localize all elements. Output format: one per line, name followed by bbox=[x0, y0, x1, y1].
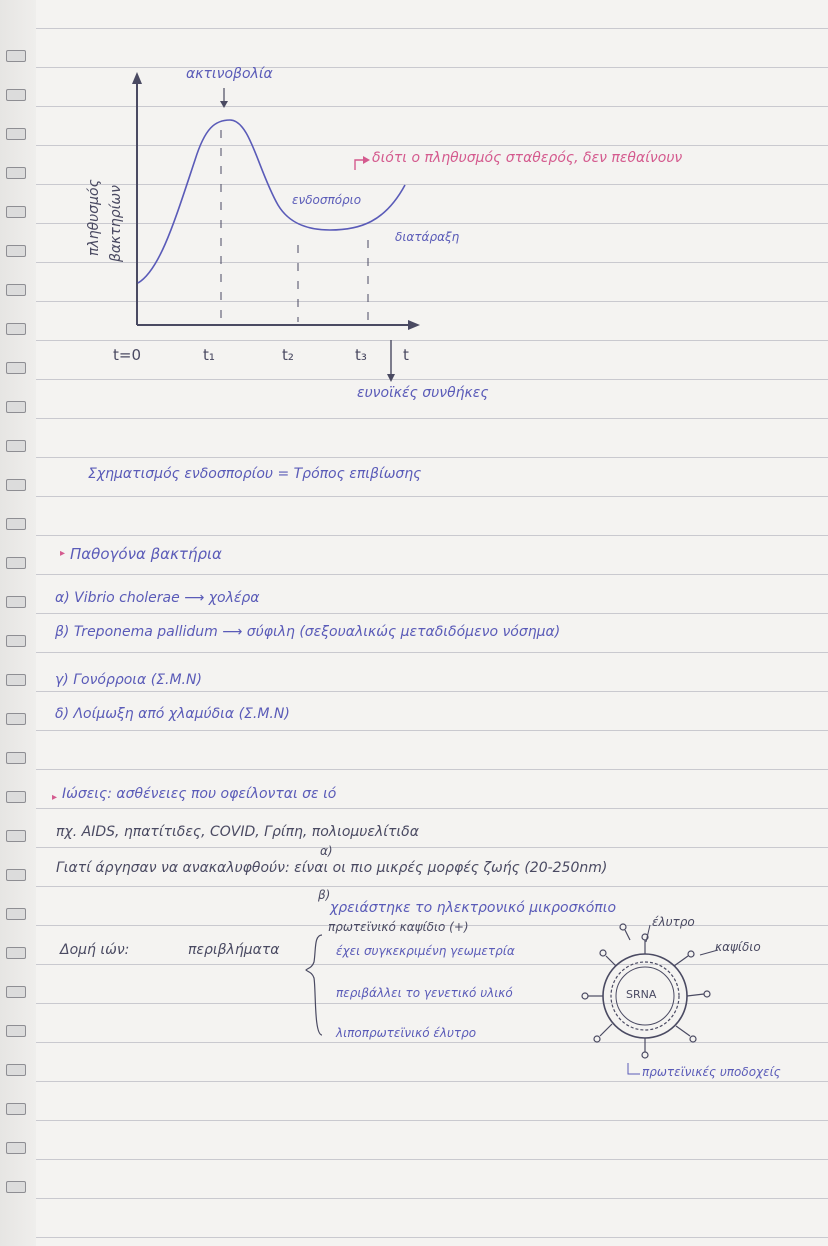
envelopes-label: περιβλήματα bbox=[188, 942, 280, 958]
structure-brace bbox=[306, 935, 322, 1035]
tick-t2: t₂ bbox=[282, 346, 294, 364]
pathogen-item-b: β) Treponema pallidum ⟶ σύφιλη (σεξουαλικώς μεταδιδόμενο νόσημα) bbox=[55, 624, 561, 640]
peak-label: ακτινοβολία bbox=[186, 66, 273, 82]
tick-t0: t=0 bbox=[113, 346, 141, 364]
structure-title: Δομή ιών: bbox=[60, 942, 130, 958]
note-arrowhead bbox=[363, 156, 370, 164]
conditions-label: ευνοϊκές συνθήκες bbox=[357, 385, 489, 401]
diagram-center-label: SRNA bbox=[626, 988, 657, 1001]
viruses-bullet: ▸ bbox=[52, 792, 58, 803]
tick-t3: t₃ bbox=[355, 346, 367, 364]
lipoprotein-item: λιποπρωτεϊνικό έλυτρο bbox=[336, 1026, 477, 1040]
t-split-arrowhead bbox=[387, 374, 395, 382]
microscope-text: χρειάστηκε το ηλεκτρονικό μικροσκόπιο bbox=[330, 900, 617, 916]
endospore-heading: Σχηματισμός ενδοσπορίου = Τρόπος επιβίωσης bbox=[88, 466, 422, 482]
arrow-note: διότι ο πληθυσμός σταθερός, δεν πεθαίνουν bbox=[372, 150, 683, 166]
y-label-line2: βακτηρίων bbox=[108, 185, 124, 262]
pathogen-item-a: α) Vibrio cholerae ⟶ χολέρα bbox=[55, 590, 260, 606]
y-axis-arrowhead bbox=[132, 72, 142, 84]
y-label-line1: πληθυσμός bbox=[86, 179, 102, 256]
pathogen-item-d: δ) Λοίμωξη από χλαμύδια (Σ.Μ.Ν) bbox=[55, 706, 290, 722]
pathogen-item-c: γ) Γονόρροια (Σ.Μ.Ν) bbox=[55, 672, 202, 688]
diagram-envelope-label: έλυτρο bbox=[652, 915, 695, 929]
mark-a: α) bbox=[320, 844, 333, 858]
pathogens-bullet: ▸ bbox=[60, 548, 66, 559]
x-axis-arrowhead bbox=[408, 320, 420, 330]
peak-arrowhead bbox=[220, 101, 228, 108]
diagram-capsid-label: καψίδιο bbox=[715, 940, 761, 954]
pathogens-title: Παθογόνα βακτήρια bbox=[70, 545, 222, 563]
capsid-item: πρωτεϊνικό καψίδιο (+) bbox=[328, 920, 469, 934]
surrounds-item: περιβάλλει το γενετικό υλικό bbox=[336, 986, 513, 1000]
endospore-label: ενδοσπόριο bbox=[292, 193, 362, 207]
tick-t1: t₁ bbox=[203, 346, 215, 364]
population-curve bbox=[138, 120, 405, 283]
disruption-label: διατάραξη bbox=[395, 230, 460, 244]
diagram-receptors-label: πρωτεϊνικές υποδοχείς bbox=[642, 1065, 781, 1079]
viruses-title: Ιώσεις: ασθένειες που οφείλονται σε ιό bbox=[62, 786, 337, 802]
viruses-examples: πχ. AIDS, ηπατίτιδες, COVID, Γρίπη, πολιομυελίτιδα bbox=[56, 824, 419, 840]
x-axis-label: t bbox=[403, 346, 409, 364]
geometry-item: έχει συγκεκριμένη γεωμετρία bbox=[336, 944, 515, 958]
mark-b: β) bbox=[318, 888, 331, 902]
why-late-text: Γιατί άργησαν να ανακαλυφθούν: είναι οι πιο μικρές μορφές ζωής (20-250nm) bbox=[56, 860, 608, 876]
